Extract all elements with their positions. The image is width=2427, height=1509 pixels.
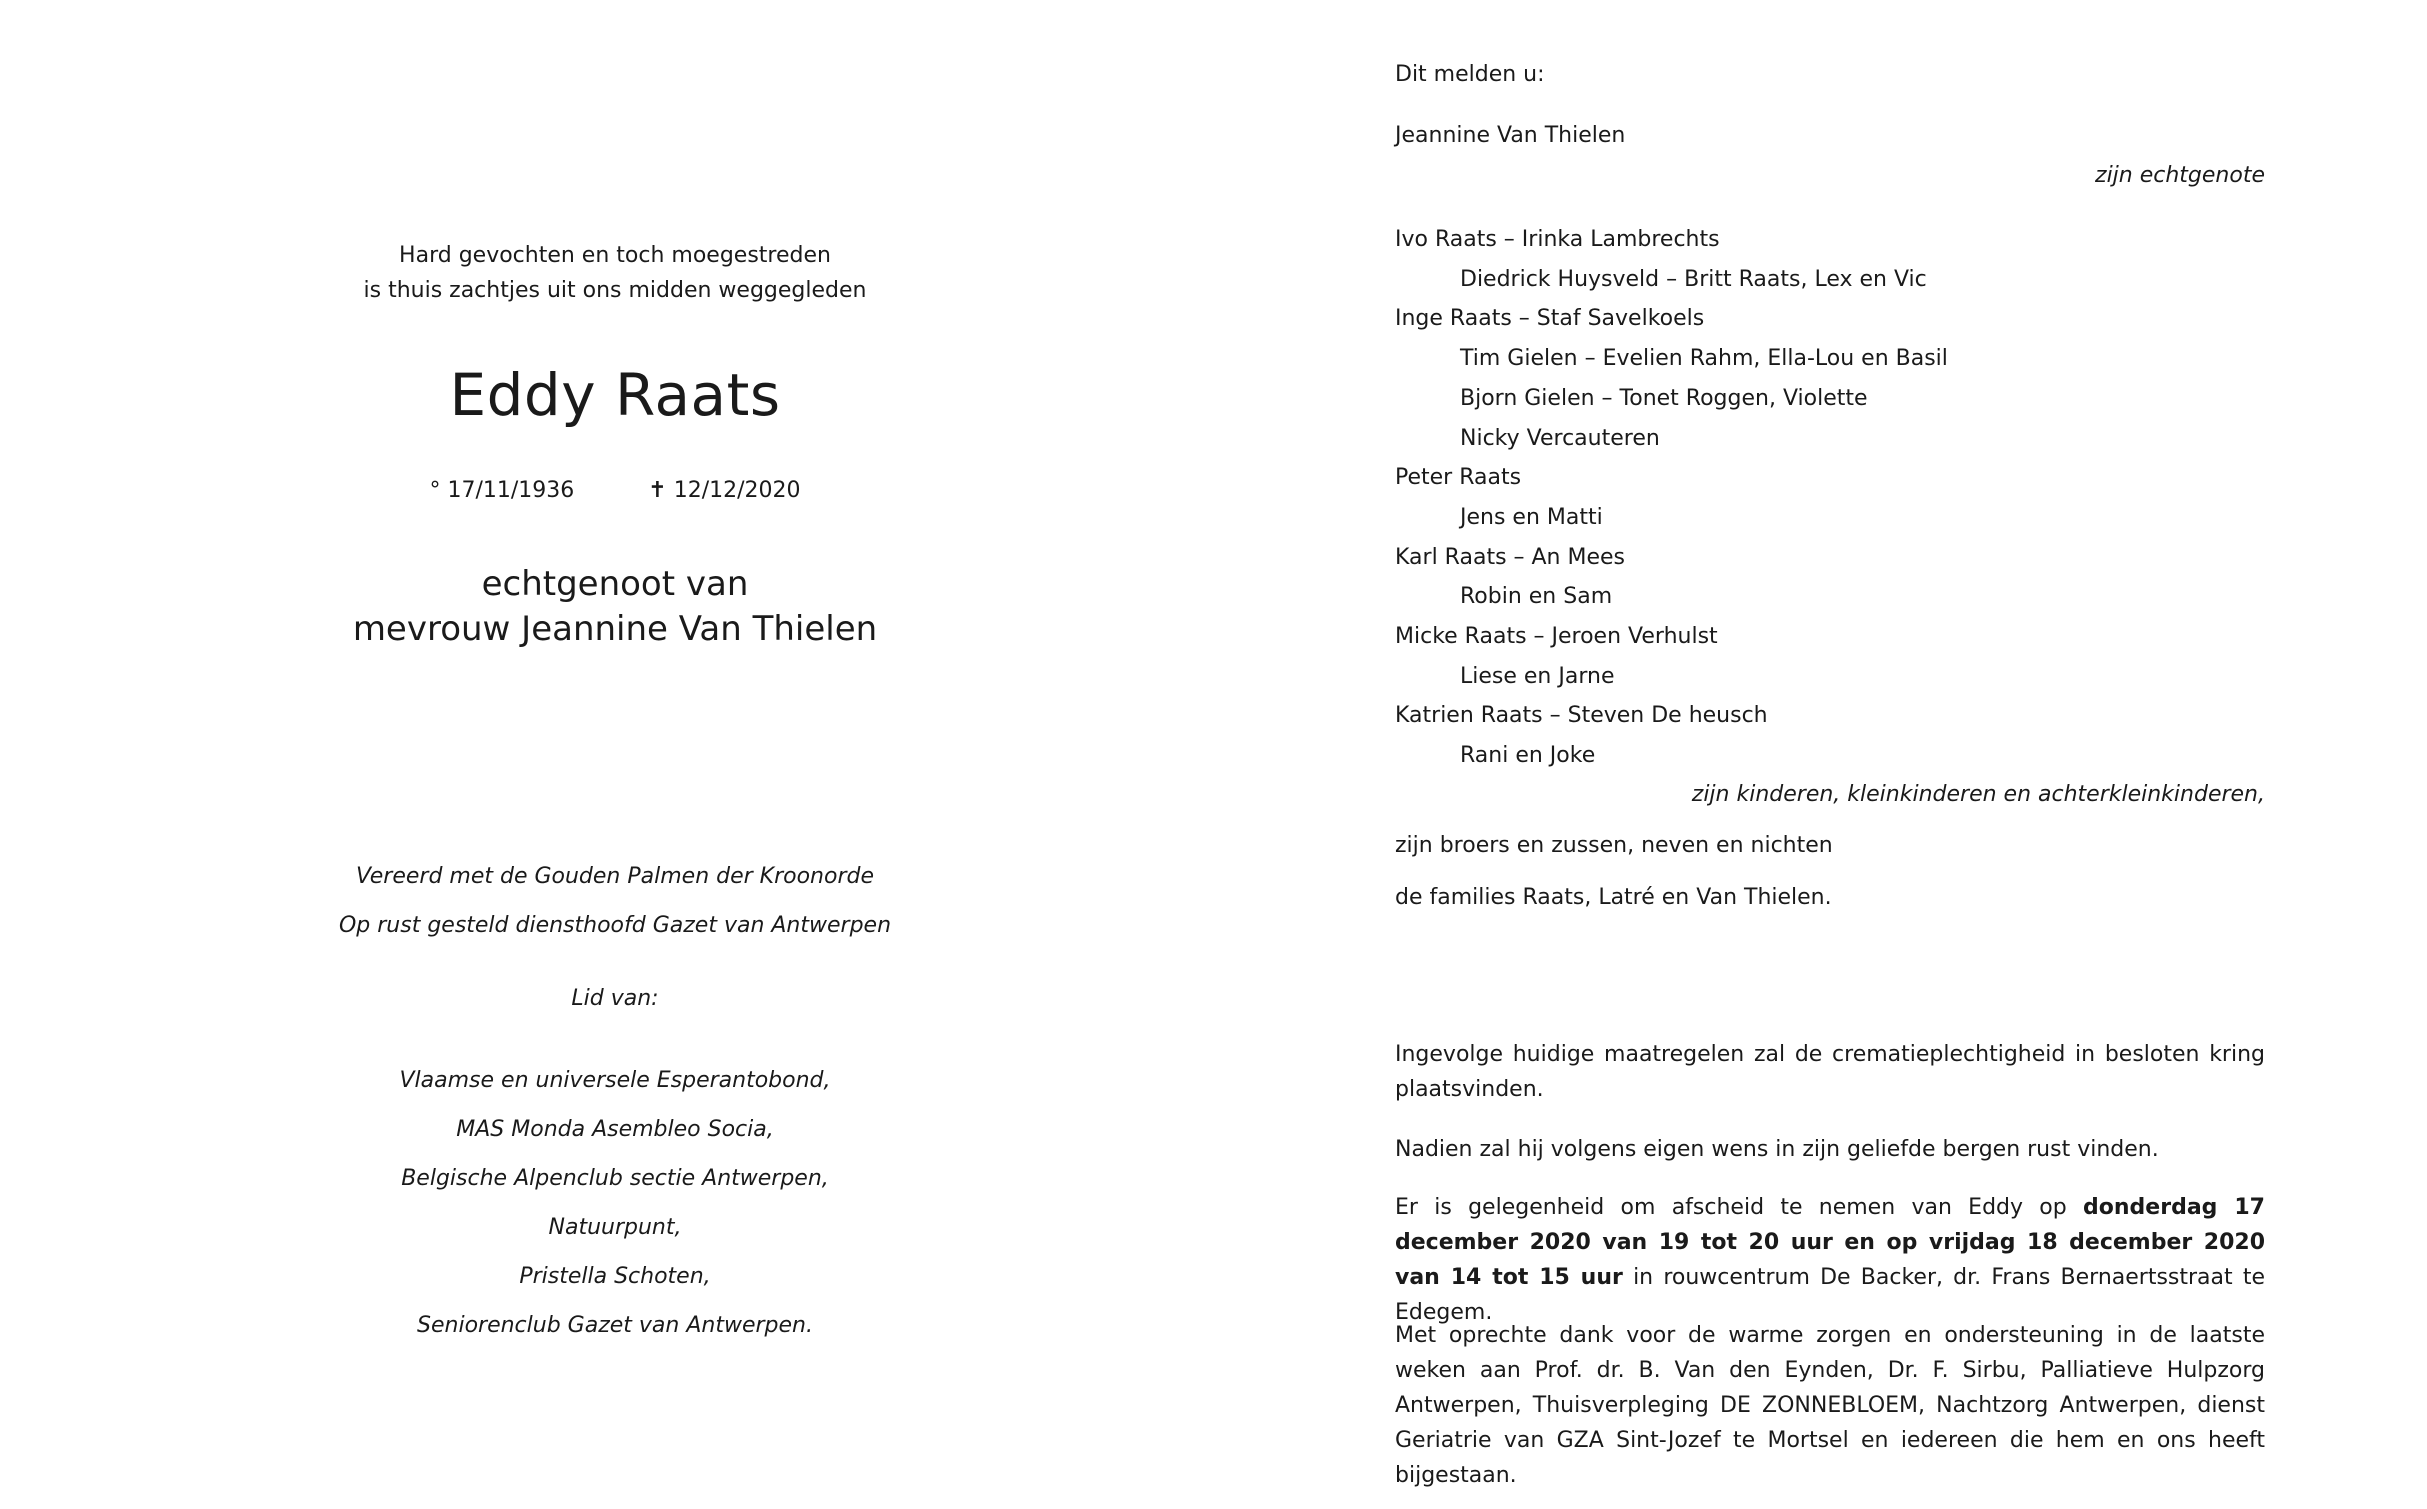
children-role: zijn kinderen, kleinkinderen en achterkleinkinderen, xyxy=(1691,782,2265,807)
club-item: Belgische Alpenclub sectie Antwerpen, xyxy=(401,1166,829,1191)
farewell-times: donderdag 17 december 2020 van 19 tot 20 uur en op vrijdag 18 december 2020 van 14 tot 15 uur xyxy=(1395,1195,2265,1290)
relatives-list xyxy=(1395,220,2265,776)
farewell-paragraph xyxy=(1395,1190,2265,1330)
relative-line: Liese en Jarne xyxy=(1460,663,1615,689)
relative-line: Tim Gielen – Evelien Rahm, Ella-Lou en Basil xyxy=(1460,346,1948,372)
right-page xyxy=(1395,0,2265,1509)
honor-line-1: Vereerd met de Gouden Palmen der Kroonorde xyxy=(355,864,875,889)
farewell-text-end: in rouwcentrum De Backer, dr. Frans Bernaertsstraat te Edegem. xyxy=(1395,1265,2266,1325)
relative-line: Micke Raats – Jeroen Verhulst xyxy=(1395,624,1718,650)
verse-line-2: is thuis zachtjes uit ons midden weggegleden xyxy=(363,278,867,303)
deceased-name: Eddy Raats xyxy=(449,361,781,429)
mountains-paragraph: Nadien zal hij volgens eigen wens in zijn geliefde bergen rust vinden. xyxy=(1395,1137,2159,1162)
relative-line: Inge Raats – Staf Savelkoels xyxy=(1395,306,1705,332)
widow-name: Jeannine Van Thielen xyxy=(1395,123,1626,148)
ceremony-paragraph: Ingevolge huidige maatregelen zal de crematieplechtigheid in besloten kring plaatsvinden. xyxy=(1395,1042,2265,1102)
spouse-line xyxy=(0,562,1230,652)
relative-line: Jens en Matti xyxy=(1460,504,1603,530)
relative-line: Bjorn Gielen – Tonet Roggen, Violette xyxy=(1460,385,1868,411)
honor-line-2: Op rust gesteld diensthoofd Gazet van Antwerpen xyxy=(338,913,892,938)
member-label: Lid van: xyxy=(571,986,659,1011)
memorial-verse xyxy=(0,238,1230,308)
relative-line: Robin en Sam xyxy=(1460,584,1613,610)
relative-line: Nicky Vercauteren xyxy=(1460,425,1660,451)
relative-line: Karl Raats – An Mees xyxy=(1395,544,1626,570)
siblings-line: zijn broers en zussen, neven en nichten xyxy=(1395,833,1833,858)
club-list xyxy=(0,1056,1230,1350)
club-item: Vlaamse en universele Esperantobond, xyxy=(399,1068,831,1093)
relative-line: Ivo Raats – Irinka Lambrechts xyxy=(1395,227,1720,252)
spouse-line-1: echtgenoot van xyxy=(481,564,749,604)
widow-role: zijn echtgenote xyxy=(2095,163,2265,188)
spouse-line-2: mevrouw Jeannine Van Thielen xyxy=(352,609,878,649)
families-line: de families Raats, Latré en Van Thielen. xyxy=(1395,885,1832,910)
relative-line: Diedrick Huysveld – Britt Raats, Lex en Vic xyxy=(1460,266,1927,292)
life-dates xyxy=(0,476,1230,506)
birth-date: ° 17/11/1936 xyxy=(429,478,575,503)
verse-line-1: Hard gevochten en toch moegestreden xyxy=(399,243,831,268)
relative-line: Rani en Joke xyxy=(1460,743,1596,769)
club-item: Pristella Schoten, xyxy=(519,1264,711,1289)
club-item: MAS Monda Asembleo Socia, xyxy=(456,1117,774,1142)
club-item: Seniorenclub Gazet van Antwerpen. xyxy=(417,1313,813,1338)
club-item: Natuurpunt, xyxy=(548,1215,682,1240)
intro-text: Dit melden u: xyxy=(1395,62,1545,87)
farewell-text-start: Er is gelegenheid om afscheid te nemen van Eddy op xyxy=(1395,1195,2084,1220)
thanks-paragraph: Met oprechte dank voor de warme zorgen en ondersteuning in de laatste weken aan Prof. dr. B. Van den Eynden, Dr. F. Sirbu, Palliatieve Hulpzorg Antwerpen, Thuisverpleging DE ZONNEBLOEM, Nachtzorg Antwerpen, dienst Geriatrie van GZA Sint-Jozef te Mortsel en iedereen die hem en ons heeft bijgestaan. xyxy=(1395,1323,2265,1488)
relative-line: Peter Raats xyxy=(1395,465,1522,491)
relative-line: Katrien Raats – Steven De heusch xyxy=(1395,703,1768,729)
death-date: ✝ 12/12/2020 xyxy=(648,478,801,503)
